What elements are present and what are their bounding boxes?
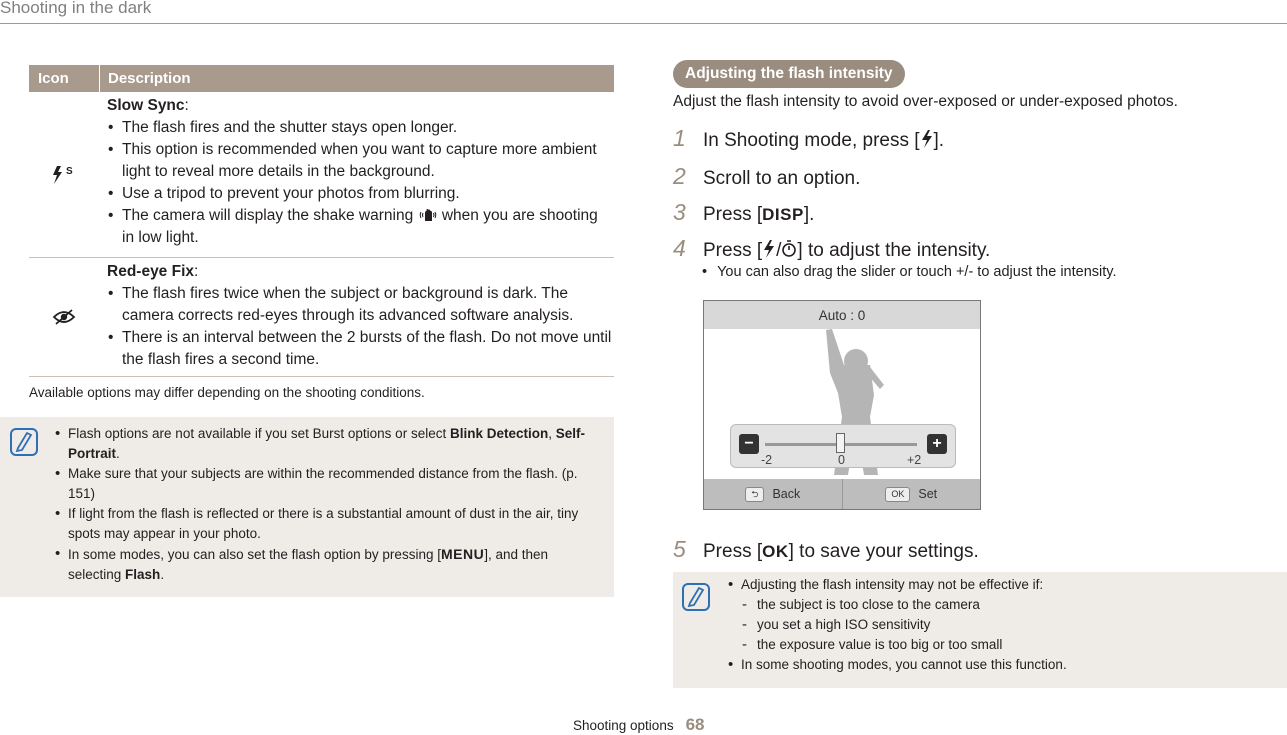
note-box bbox=[0, 417, 614, 597]
step-3: 3 Press [DISP]. bbox=[673, 199, 815, 225]
ok-icon: OK bbox=[885, 487, 910, 502]
timer-icon bbox=[781, 239, 797, 259]
shake-warning-text-2: when you are shooting in low light. bbox=[122, 207, 598, 246]
set-button[interactable]: OK Set bbox=[843, 479, 981, 509]
note-box bbox=[673, 572, 1287, 688]
camera-screen bbox=[703, 300, 981, 510]
step-1: 1 In Shooting mode, press [ ]. bbox=[673, 125, 945, 151]
step-2: 2 Scroll to an option. bbox=[673, 163, 861, 189]
icon-cell bbox=[29, 92, 99, 257]
list-item: • The flash fires twice when the subject or background is dark. The camera corrects red-eyes through its advanced software analysis. bbox=[107, 283, 614, 327]
description-cell: Slow Sync: • The flash fires and the shutter stays open longer. • This option is recommended when you want to capture more ambient light to reveal more details in the background. • Use a tripod to prevent your photos from blurring. • The camera will display the shake warning when you are shooting in low light. bbox=[99, 92, 614, 257]
list-item: • The flash fires and the shutter stays open longer. bbox=[107, 117, 614, 139]
page-number: 68 bbox=[685, 715, 705, 734]
tick-label: -2 bbox=[761, 453, 773, 467]
step-5: 5 Press [OK] to save your settings. bbox=[673, 536, 979, 562]
tick-label: +2 bbox=[907, 453, 922, 467]
increase-button[interactable]: + bbox=[927, 434, 947, 454]
camera-bottom-bar bbox=[704, 479, 980, 509]
list-item: - you set a high ISO sensitivity bbox=[728, 615, 1278, 635]
menu-key: MENU bbox=[440, 546, 485, 562]
step-4-tip: • You can also drag the slider or touch +/- to adjust the intensity. bbox=[702, 264, 1116, 280]
table-footnote: Available options may differ depending on the shooting conditions. bbox=[29, 385, 425, 400]
note-pencil-icon bbox=[9, 427, 39, 457]
flash-intensity-value: Auto : 0 bbox=[704, 301, 980, 329]
svg-text:S: S bbox=[66, 165, 73, 177]
step-4: 4 Press [ / ] to adjust the intensity. bbox=[673, 235, 991, 261]
list-item: • There is an interval between the 2 bursts of the flash. Do not move until the flash fires a second time. bbox=[107, 327, 614, 371]
list-item: • Flash options are not available if you set Burst options or select Blink Detection, Self-Portrait. bbox=[55, 424, 605, 464]
list-item: - the subject is too close to the camera bbox=[728, 595, 1278, 615]
slow-sync-flash-icon bbox=[51, 164, 77, 186]
header-title: Shooting in the dark bbox=[0, 0, 152, 17]
shake-warning-text: The camera will display the shake warning bbox=[122, 207, 414, 224]
list-item: - the exposure value is too big or too small bbox=[728, 635, 1278, 655]
slider-handle[interactable] bbox=[836, 433, 845, 453]
flash-options-table bbox=[29, 65, 614, 377]
list-item: • This option is recommended when you want to capture more ambient light to reveal more details in the background. bbox=[107, 139, 614, 183]
list-item: • Use a tripod to prevent your photos from blurring. bbox=[107, 183, 614, 205]
icon-cell bbox=[29, 258, 99, 376]
intensity-slider[interactable] bbox=[730, 424, 956, 468]
table-header bbox=[29, 65, 614, 92]
tick-label: 0 bbox=[838, 453, 845, 467]
shake-warning-icon bbox=[418, 208, 438, 222]
table-row bbox=[29, 92, 614, 258]
list-item: • In some shooting modes, you cannot use this function. bbox=[728, 655, 1278, 675]
disp-key: DISP bbox=[762, 205, 804, 224]
list-item: • If light from the flash is reflected or there is a substantial amount of dust in the air, tiny spots may appear in your photo. bbox=[55, 504, 605, 544]
section-title: Adjusting the flash intensity bbox=[673, 60, 905, 88]
note-pencil-icon bbox=[681, 582, 711, 612]
ok-key: OK bbox=[762, 542, 789, 561]
back-icon: ⮌ bbox=[745, 487, 764, 502]
col-description-header: Description bbox=[99, 65, 191, 92]
row-title: Slow Sync bbox=[107, 97, 185, 114]
description-cell: Red-eye Fix: • The flash fires twice when the subject or background is dark. The camera corrects red-eyes through its advanced software analysis. • There is an interval between the 2 bursts of the flash. Do not move until the flash fires a second time. bbox=[99, 258, 614, 376]
decrease-button[interactable]: − bbox=[739, 434, 759, 454]
red-eye-fix-icon bbox=[52, 307, 76, 327]
list-item: • In some modes, you can also set the flash option by pressing [MENU], and then selecting Flash. bbox=[55, 544, 605, 585]
col-icon-header: Icon bbox=[38, 70, 69, 87]
row-title: Red-eye Fix bbox=[107, 263, 195, 280]
flash-icon bbox=[762, 239, 776, 259]
page-header bbox=[0, 0, 1287, 24]
table-row bbox=[29, 258, 614, 377]
list-item: • Make sure that your subjects are within the recommended distance from the flash. (p. 151) bbox=[55, 464, 605, 504]
list-item bbox=[107, 205, 614, 249]
back-button[interactable]: ⮌ Back bbox=[704, 479, 843, 509]
list-item: • Adjusting the flash intensity may not be effective if: bbox=[728, 575, 1278, 595]
footer-label: Shooting options bbox=[573, 718, 674, 733]
section-intro: Adjust the flash intensity to avoid over-exposed or under-exposed photos. bbox=[673, 93, 1178, 110]
page-footer bbox=[573, 715, 705, 735]
flash-icon bbox=[920, 129, 934, 149]
